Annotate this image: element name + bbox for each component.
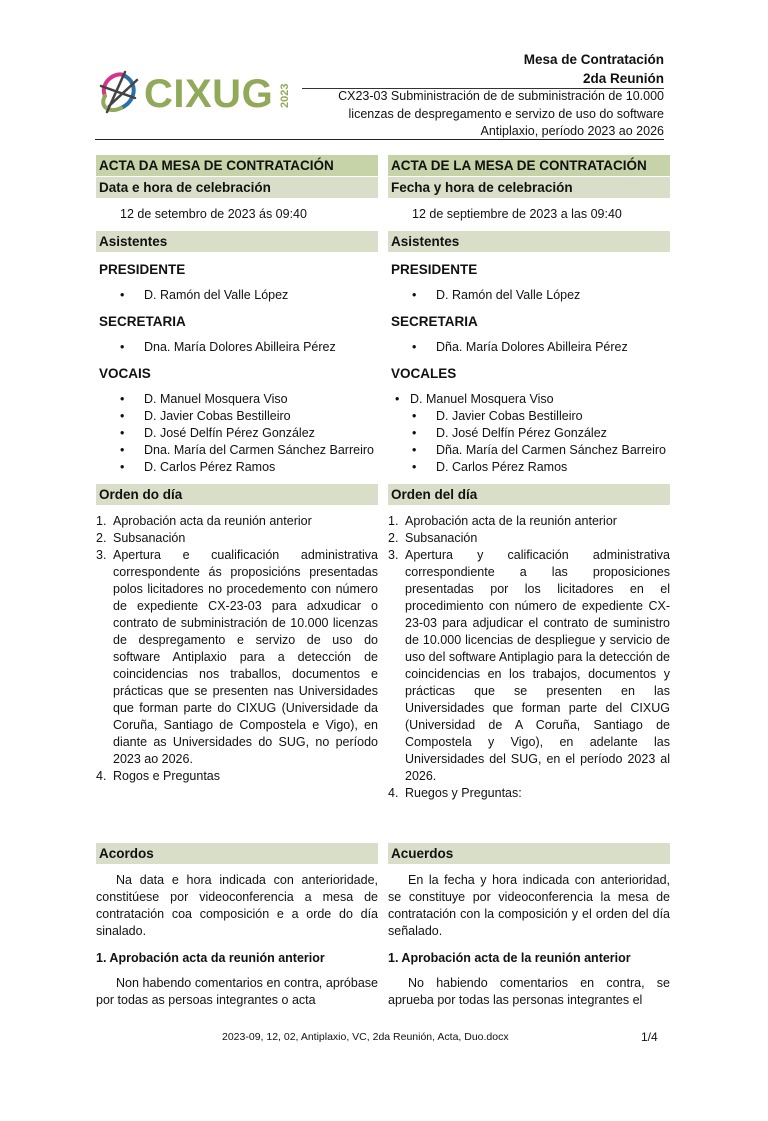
footer-filename: 2023-09, 12, 02, Antiplaxio, VC, 2da Reunión, Acta, Duo.docx (222, 1031, 509, 1043)
agenda-text: Aprobación acta da reunión anterior (113, 514, 312, 528)
list-item: • D. Javier Cobas Bestilleiro (388, 408, 670, 425)
document-header (324, 50, 664, 88)
column-spanish-agreements (388, 843, 670, 1015)
agreements-heading: Acordos (96, 843, 378, 864)
agreements-heading: Acuerdos (388, 843, 670, 864)
cixug-emblem-icon (95, 68, 143, 118)
agenda-item (388, 785, 670, 802)
date-heading: Data e hora de celebración (96, 177, 378, 198)
header-subtitle-line: CX23-03 Subministración de de subministración de 10.000 (338, 89, 664, 103)
list-item: • D. José Delfín Pérez González (388, 425, 670, 442)
president-label: PRESIDENTE (99, 262, 186, 277)
item1-heading: 1. Aprobación acta de la reunión anterior (388, 951, 631, 965)
president-list (96, 287, 378, 304)
main-title: ACTA DA MESA DE CONTRATACIÓN (96, 155, 378, 176)
president-label: PRESIDENTE (391, 262, 478, 277)
agenda-number: 4. (388, 786, 399, 800)
list-item: • D. Manuel Mosquera Viso (388, 391, 670, 408)
agreements-intro: En la fecha y hora indicada con anterioridad, se constituye por videoconferencia la mesa de contratación con la composición y el orden del día señalado. (388, 873, 670, 938)
attendees-heading: Asistentes (96, 231, 378, 252)
agenda-text: Apertura e cualificación administrativa correspondente ás proposicións presentadas polos licitadores no procedemento con número de expediente CX-23-03 para adxudicar o contrato de subministración de 10.000 licenzas de despregamento e servizo de uso do software Antiplaxio para a detección de coincidencias nos traballos, documentos e prácticas que se presenten nas Universidades que forman parte do CIXUG (Universidade da Coruña, Santiago de Compostela e Vigo), en diante as Universidades do SUG, no período 2023 ao 2026. (113, 548, 378, 766)
list-item: • D. Javier Cobas Bestilleiro (96, 408, 378, 425)
item1-text: Non habendo comentarios en contra, apróbase por todas as persoas integrantes o acta (96, 976, 378, 1007)
item1-heading: 1. Aprobación acta da reunión anterior (96, 951, 325, 965)
date-text: 12 de septiembre de 2023 a las 09:40 (412, 207, 622, 221)
list-item: • D. Carlos Pérez Ramos (96, 459, 378, 476)
attendees-heading: Asistentes (388, 231, 670, 252)
agenda-text: Rogos e Preguntas (113, 769, 221, 783)
agreements-intro: Na data e hora indicada con anterioridade, constitúese por videoconferencia a mesa de contratación coa composición e a orde do día sinalado. (96, 873, 378, 938)
vocals-label: VOCALES (391, 366, 457, 381)
agenda-item (96, 530, 378, 547)
agenda-list (388, 513, 670, 802)
secretary-label: SECRETARIA (99, 314, 186, 329)
agenda-list (96, 513, 378, 785)
column-galician-agreements (96, 843, 378, 1015)
list-item: • Dña. María Dolores Abilleira Pérez (388, 339, 670, 356)
agenda-item (388, 513, 670, 530)
cixug-logo (95, 68, 305, 118)
president-list (388, 287, 670, 304)
item1-text: No habiendo comentarios en contra, se aprueba por todas las personas integrantes el (388, 976, 670, 1007)
column-galician (96, 155, 378, 793)
agenda-text: Subsanación (405, 531, 478, 545)
agenda-text: Aprobación acta de la reunión anterior (405, 514, 617, 528)
list-item: • D. Ramón del Valle López (388, 287, 670, 304)
agenda-number: 3. (96, 548, 107, 562)
list-item: • D. José Delfín Pérez González (96, 425, 378, 442)
agenda-heading: Orden del día (388, 484, 670, 505)
list-item: • Dna. María Dolores Abilleira Pérez (96, 339, 378, 356)
secretary-list (96, 339, 378, 356)
agenda-number: 1. (96, 514, 107, 528)
main-title: ACTA DE LA MESA DE CONTRATACIÓN (388, 155, 670, 176)
agenda-heading: Orden do día (96, 484, 378, 505)
agenda-text: Apertura y calificación administrativa correspondiente a las proposiciones presentadas por los licitadores en el procedimiento con número de expediente CX-23-03 para adjudicar el contrato de suministro de 10.000 licencias de despliegue y servicio de uso del software Antiplagio para la detección de coincidencias en los trabajos, documentos y prácticas que se presenten en las Universidades que forman parte del CIXUG (Universidad de A Coruña, Santiago de Compostela y Vigo), en adelante las Universidades del SUG, en el período 2023 al 2026. (405, 548, 670, 783)
vocals-list (96, 391, 378, 476)
page-number: 1/4 (641, 1030, 658, 1044)
agenda-text: Subsanación (113, 531, 186, 545)
agenda-item (96, 513, 378, 530)
vocals-list-outer (388, 391, 670, 408)
agenda-item (96, 547, 378, 768)
header-subtitle-line: licenzas de despregamento e servizo de uso do software (348, 106, 664, 121)
list-item: • D. Ramón del Valle López (96, 287, 378, 304)
agenda-number: 3. (388, 548, 399, 562)
list-item: • D. Carlos Pérez Ramos (388, 459, 670, 476)
date-text: 12 de setembro de 2023 ás 09:40 (120, 207, 307, 221)
date-heading: Fecha y hora de celebración (388, 177, 670, 198)
vocals-label: VOCAIS (99, 366, 151, 381)
list-item: • Dna. María del Carmen Sánchez Barreiro (96, 442, 378, 459)
agenda-item (388, 530, 670, 547)
header-title: Mesa de Contratación (523, 52, 664, 67)
logo-wordmark: CIXUG (144, 72, 274, 116)
list-item: • D. Manuel Mosquera Viso (96, 391, 378, 408)
agenda-item (96, 768, 378, 785)
secretary-label: SECRETARIA (391, 314, 478, 329)
header-subtitle (324, 88, 664, 141)
vocals-list (388, 408, 670, 476)
header-divider (95, 139, 664, 140)
column-spanish (388, 155, 670, 810)
agenda-text: Ruegos y Preguntas: (405, 786, 522, 800)
agenda-number: 2. (96, 531, 107, 545)
secretary-list (388, 339, 670, 356)
agenda-number: 1. (388, 514, 399, 528)
agenda-number: 2. (388, 531, 399, 545)
list-item: • Dña. María del Carmen Sánchez Barreiro (388, 442, 670, 459)
header-meeting: 2da Reunión (582, 71, 664, 86)
logo-year: 2023 (279, 83, 291, 108)
header-subtitle-line: Antiplaxio, período 2023 ao 2026 (480, 124, 664, 138)
agenda-item (388, 547, 670, 785)
agenda-number: 4. (96, 769, 107, 783)
